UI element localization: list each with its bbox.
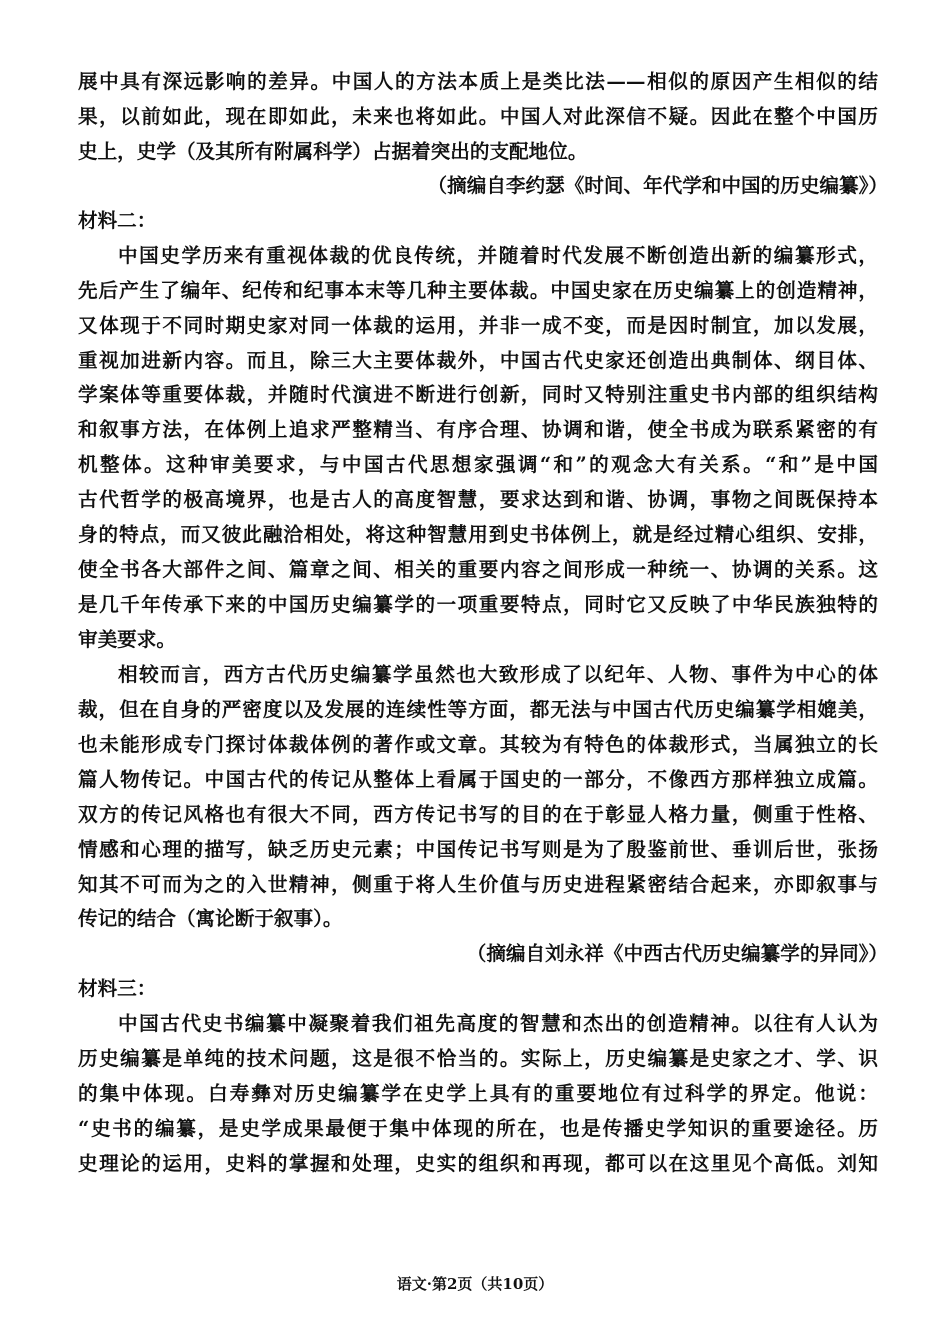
text-line: 情感和心理的描写，缺乏历史元素；中国传记书写则是为了殷鉴前世、垂训后世，张扬 — [78, 838, 878, 861]
text-line: 相较而言，西方古代历史编纂学虽然也大致形成了以纪年、人物、事件为中心的体 — [118, 663, 878, 686]
text-line: 知其不可而为之的入世精神，侧重于将人生价值与历史进程紧密结合起来，亦即叙事与 — [78, 873, 878, 896]
text-line: 重视加进新内容。而且，除三大主要体裁外，中国古代史家还创造出典制体、纲目体、 — [78, 349, 878, 372]
text-line: 古代哲学的极高境界，也是古人的高度智慧，要求达到和谐、协调，事物之间既保持本 — [78, 488, 878, 511]
text-line: 又体现于不同时期史家对同一体裁的运用，并非一成不变，而是因时制宜，加以发展， — [78, 314, 878, 337]
text-line: 先后产生了编年、纪传和纪事本末等几种主要体裁。中国史家在历史编纂上的创造精神， — [78, 279, 878, 302]
text-line: 中国史学历来有重视体裁的优良传统，并随着时代发展不断创造出新的编纂形式， — [118, 244, 878, 267]
text-line: 机整体。这种审美要求，与中国古代思想家强调“和”的观念大有关系。“和”是中国 — [78, 453, 878, 476]
section-heading: 材料二： — [78, 209, 157, 232]
text-line: 是几千年传承下来的中国历史编纂学的一项重要特点，同时它又反映了中华民族独特的 — [78, 593, 878, 616]
page-footer: 语文·第2页（共10页） — [396, 1275, 554, 1293]
text-line: 使全书各大部件之间、篇章之间、相关的重要内容之间形成一种统一、协调的关系。这 — [78, 558, 878, 581]
text-line: 裁，但在自身的严密度以及发展的连续性等方面，都无法与中国古代历史编纂学相媲美， — [78, 698, 878, 721]
text-line: 果，以前如此，现在即如此，未来也将如此。中国人对此深信不疑。因此在整个中国历 — [78, 105, 878, 128]
text-line: 审美要求。 — [78, 628, 176, 651]
text-line: 篇人物传记。中国古代的传记从整体上看属于国史的一部分，不像西方那样独立成篇。 — [78, 768, 878, 791]
text-line: 身的特点，而又彼此融洽相处，将这种智慧用到史书体例上，就是经过精心组织、安排， — [78, 523, 878, 546]
text-line: 史理论的运用，史料的掌握和处理，史实的组织和再现，都可以在这里见个高低。刘知 — [78, 1152, 878, 1175]
source-citation: （摘编自李约瑟《时间、年代学和中国的历史编纂》） — [427, 174, 888, 197]
text-line: 也未能形成专门探讨体裁体例的著作或文章。其较为有特色的体裁形式，当属独立的长 — [78, 733, 878, 756]
text-line: 中国古代史书编纂中凝聚着我们祖先高度的智慧和杰出的创造精神。以往有人认为 — [118, 1012, 878, 1035]
text-line: 史上，史学（及其所有附属科学）占据着突出的支配地位。 — [78, 140, 588, 163]
text-line: “史书的编纂，是史学成果最便于集中体现的所在，也是传播史学知识的重要途径。历 — [78, 1117, 878, 1140]
text-line: 的集中体现。白寿彝对历史编纂学在史学上具有的重要地位有过科学的界定。他说： — [78, 1082, 878, 1105]
text-line: 传记的结合（寓论断于叙事）。 — [78, 907, 343, 930]
text-line: 展中具有深远影响的差异。中国人的方法本质上是类比法——相似的原因产生相似的结 — [78, 70, 878, 93]
text-line: 学案体等重要体裁，并随时代演进不断进行创新，同时又特别注重史书内部的组织结构 — [78, 383, 878, 406]
text-line: 和叙事方法，在体例上追求严整精当、有序合理、协调和谐，使全书成为联系紧密的有 — [78, 418, 878, 441]
text-line: 历史编纂是单纯的技术问题，这是很不恰当的。实际上，历史编纂是史家之才、学、识 — [78, 1047, 878, 1070]
section-heading: 材料三： — [78, 977, 157, 1000]
source-citation: （摘编自刘永祥《中西古代历史编纂学的异同》） — [466, 942, 888, 965]
text-line: 双方的传记风格也有很大不同，西方传记书写的目的在于彰显人格力量，侧重于性格、 — [78, 803, 878, 826]
